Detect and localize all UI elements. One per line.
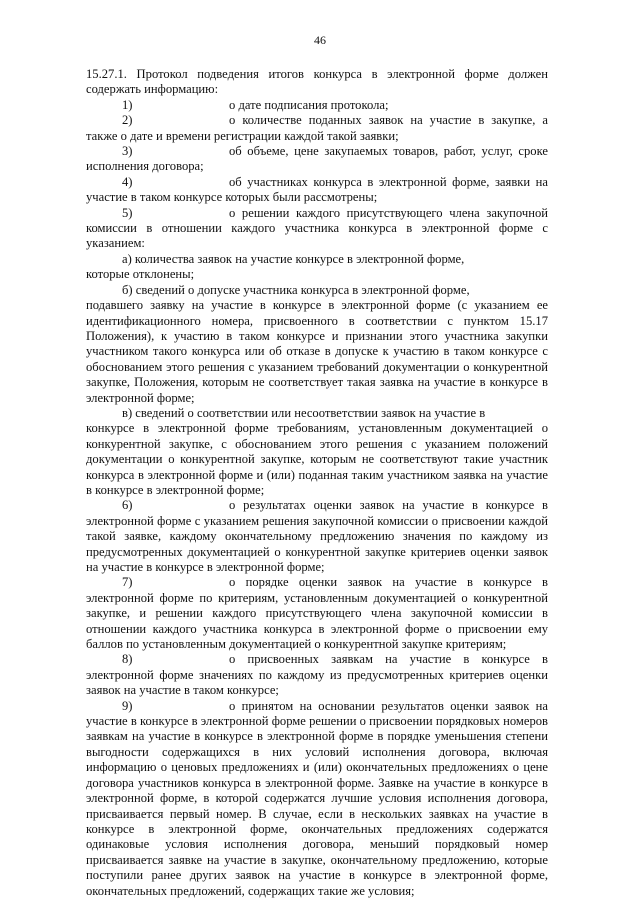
list-item [86, 206, 548, 252]
paragraph: б) сведений о допуске участника конкурса в электронной форме, [122, 282, 470, 297]
list-item-text: о дате подписания протокола; [229, 97, 389, 112]
list-item-number: 9) [122, 698, 133, 713]
list-item [86, 699, 548, 899]
list-item-text: о решении каждого присутствующего члена закупочной комиссии в отношении каждого участника конкурса в электронной форме с указанием: [86, 205, 548, 251]
list-item-number: 8) [122, 652, 133, 667]
list-item-text: о количестве поданных заявок на участие в закупке, а также о дате и времени регистрации каждой такой заявки; [86, 113, 548, 143]
document-body [86, 67, 548, 899]
list-item-text: о порядке оценки заявок на участие в конкурсе в электронной форме по критериям, установленным документацией о конкурентной закупке, и решении каждого присутствующего члена закупочной комиссии в отношении каждого участника конкурса в электронной форме о присвоении ему баллов по установленным документацией о конкурентной закупке критериям; [86, 575, 548, 652]
list-item [86, 144, 548, 175]
list-item-number: 1) [122, 97, 133, 112]
paragraph: подавшего заявку на участие в конкурсе в электронной форме (с указанием ее идентификационного номера, присвоенного в соответствии с пунктом 15.17 Положения), к участию в таком конкурсе и признании этого участника закупки участником такого конкурса или об отказе в допуске к участию в таком конкурсе с обоснованием этого решения с указанием требований документации о конкурентной закупке, Положения, которым не соответствует такая заявка на участие в конкурсе в электронной форме; [86, 298, 548, 405]
list-item-text: о результатах оценки заявок на участие в конкурсе в электронной форме с указанием решения закупочной комиссии о присвоении каждой такой заявке, каждому окончательному предложению значения по каждому из предусмотренных документацией о конкурентной закупке критериев оценки заявок на участие в конкурсе в электронной форме; [86, 498, 548, 574]
list-item-number: 5) [122, 205, 133, 220]
list-item [86, 575, 548, 652]
list-item-text: о принятом на основании результатов оценки заявок на участие в конкурсе в электронной форме решении о присвоении порядковых номеров заявкам на участие в конкурсе в электронной форме в порядке уменьшения степени выгодности содержащихся в них условий исполнения договора, включая информацию о ценовых предложениях и (или) окончательных предложениях о цене договора участников конкурса в электронной форме. Заявке на участие в конкурсе в электронной форме, в которой содержатся лучшие условия исполнения договора, присваивается первый номер. В случае, если в нескольких заявках на участие в конкурсе в электронной форме, окончательных предложениях содержатся одинаковые условия исполнения договора, меньший порядковый номер присваивается заявке на участие в закупке, окончательному предложению, которые поступили ранее других заявок на участие в конкурсе в электронной форме, окончательных предложений, содержащих такие же условия; [86, 698, 548, 898]
paragraph: которые отклонены; [86, 267, 195, 282]
list-item-number: 6) [122, 498, 133, 513]
paragraph: в) сведений о соответствии или несоответствии заявок на участие в [122, 405, 486, 420]
page-number: 46 [314, 33, 326, 47]
list-item [86, 652, 548, 698]
list-item [86, 498, 548, 575]
list-item-number: 2) [122, 113, 133, 128]
paragraph: а) количества заявок на участие конкурсе в электронной форме, [122, 251, 465, 266]
paragraph: 15.27.1. Протокол подведения итогов конкурса в электронной форме должен содержать информацию: [86, 67, 548, 97]
list-item-number: 3) [122, 144, 133, 159]
list-item-number: 7) [122, 575, 133, 590]
paragraph: конкурсе в электронной форме требованиям, установленным документацией о конкурентной закупке, с обоснованием этого решения с указанием положений документации о конкурентной закупке, которым не соответствуют такие участник конкурса в электронной форме и (или) поданная таким участником заявка на участие в конкурсе в электронной форме; [86, 421, 548, 497]
list-item [86, 175, 548, 206]
list-item [86, 98, 548, 113]
list-item-text: об участниках конкурса в электронной форме, заявки на участие в таком конкурсе которых были рассмотрены; [86, 174, 548, 205]
list-item-number: 4) [122, 174, 133, 189]
list-item-text: об объеме, цене закупаемых товаров, работ, услуг, сроке исполнения договора; [86, 144, 548, 174]
list-item-text: о присвоенных заявкам на участие в конкурсе в электронной форме значениях по каждому из предусмотренных критериев оценки заявок на участие в таком конкурсе; [86, 652, 548, 698]
list-item [86, 113, 548, 144]
